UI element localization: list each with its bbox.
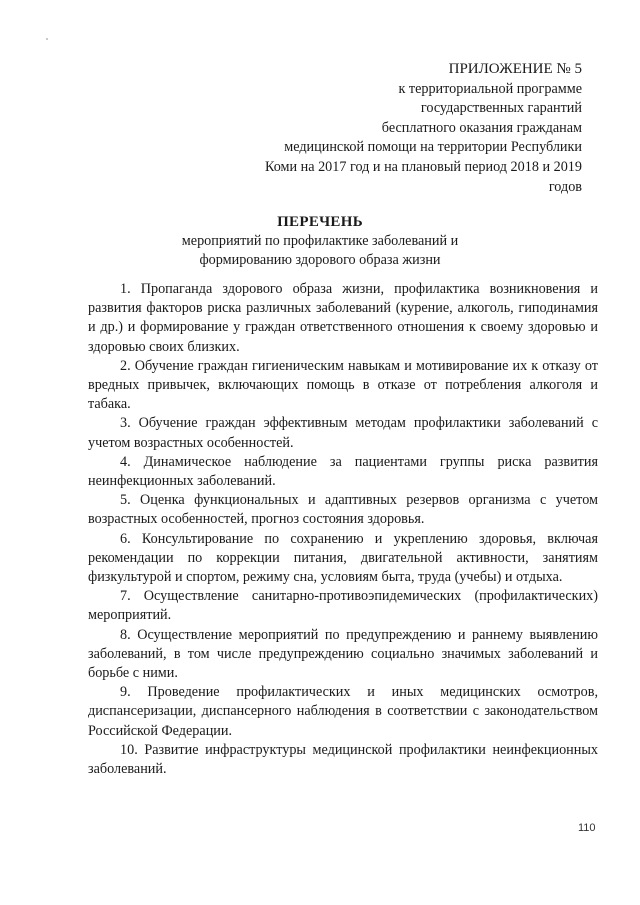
list-item: 2. Обучение граждан гигиеническим навыкам и мотивирование их к отказу от вредных привычек, включающих помощь в отказе от потребления алкоголя и табака.	[88, 357, 598, 413]
appendix-line: к территориальной программе	[398, 80, 582, 97]
document-subtitle: мероприятий по профилактике заболеваний и формированию здорового образа жизни	[181, 233, 459, 268]
list-item: 5. Оценка функциональных и адаптивных резервов организма с учетом возрастных особенностей, прогноз состояния здоровья.	[88, 492, 598, 528]
list-item: 4. Динамическое наблюдение за пациентами группы риска развития неинфекционных заболеваний.	[88, 453, 598, 490]
appendix-line: бесплатного оказания гражданам	[381, 119, 582, 136]
appendix-title: ПРИЛОЖЕНИЕ № 5	[448, 61, 582, 77]
appendix-header	[162, 60, 582, 197]
list-item: 6. Консультирование по сохранению и укреплению здоровья, включая рекомендации по коррекции питания, двигательной активности, занятиям физкультурой и спортом, режиму сна, условиям быта, труда (учебы) и отдыха.	[88, 530, 598, 586]
list-item: 1. Пропаганда здорового образа жизни, профилактика возникновения и развития факторов риска различных заболеваний (курение, алкоголь, гиподинамия и др.) и формирование у граждан ответственного отношения к своему здоровью и здоровью своих близких.	[88, 281, 598, 355]
list-item: 9. Проведение профилактических и иных медицинских осмотров, диспансеризации, диспансерного наблюдения в соответствии с законодательством Российской Федерации.	[88, 684, 598, 739]
list-item: 7. Осуществление санитарно-противоэпидемических (профилактических) мероприятий.	[88, 588, 598, 624]
list-item: 3. Обучение граждан эффективным методам профилактики заболеваний с учетом возрастных особенностей.	[88, 415, 598, 451]
document-title: ПЕРЕЧЕНЬ	[277, 214, 363, 230]
page-number: 110	[578, 822, 596, 834]
appendix-line: Коми на 2017 год и на плановый период 2018 и 2019	[264, 158, 582, 175]
list-item: 8. Осуществление мероприятий по предупреждению и раннему выявлению заболеваний, в том числе предупреждению социально значимых заболеваний и борьбе с ними.	[88, 626, 598, 682]
measures-list	[88, 280, 598, 779]
appendix-line: государственных гарантий	[420, 100, 582, 117]
list-item: 10. Развитие инфраструктуры медицинской профилактики неинфекционных заболеваний.	[88, 741, 598, 778]
document-heading	[0, 212, 640, 269]
appendix-line: годов	[548, 178, 582, 195]
appendix-line: медицинской помощи на территории Республики	[284, 139, 582, 156]
scan-speck	[46, 38, 48, 40]
